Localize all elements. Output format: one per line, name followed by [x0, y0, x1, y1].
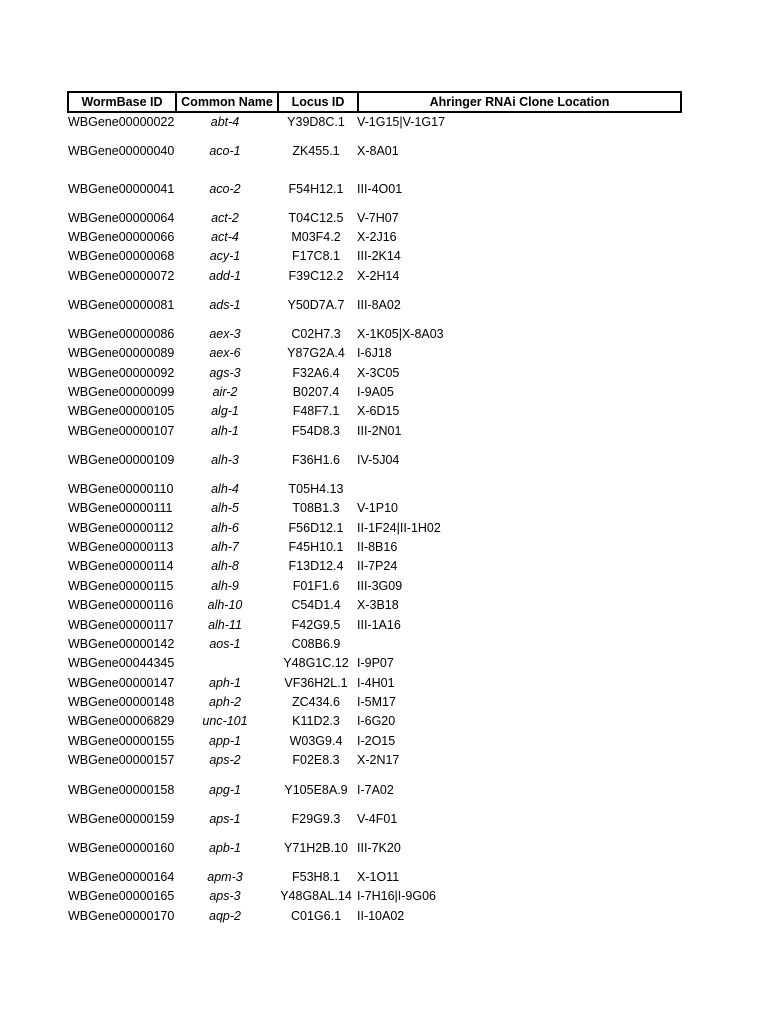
- common-name-cell: app-1: [209, 734, 241, 748]
- common-name-cell: aco-2: [209, 182, 241, 196]
- wormbase-id-cell: WBGene00000158: [68, 783, 175, 797]
- common-name-cell: alh-6: [211, 521, 239, 535]
- table-row: [0, 577, 768, 595]
- locus-id-cell: B0207.4: [292, 385, 340, 399]
- locus-id-cell: Y50D7A.7: [287, 298, 345, 312]
- ahringer-location-cell: II-8B16: [357, 540, 398, 554]
- table-row: [0, 247, 768, 265]
- common-name-cell: ags-3: [209, 366, 241, 380]
- wormbase-id-cell: WBGene00000022: [68, 115, 175, 129]
- wormbase-id-cell: WBGene00000089: [68, 346, 175, 360]
- table-row: [0, 693, 768, 711]
- ahringer-location-cell: V-1G15|V-1G17: [357, 115, 446, 129]
- locus-id-cell: W03G9.4: [289, 734, 343, 748]
- locus-id-cell: K11D2.3: [292, 714, 340, 728]
- wormbase-id-cell: WBGene00000099: [68, 385, 175, 399]
- ahringer-location-cell: II-1F24|II-1H02: [357, 521, 441, 535]
- ahringer-location-cell: X-3C05: [357, 366, 400, 380]
- table-row: [0, 596, 768, 614]
- wormbase-id-cell: WBGene00000116: [68, 598, 174, 612]
- common-name-cell: alh-8: [211, 559, 239, 573]
- common-name-cell: alh-1: [211, 424, 239, 438]
- common-name-cell: add-1: [209, 269, 241, 283]
- common-name-cell: aph-2: [209, 695, 241, 709]
- locus-id-cell: Y39D8C.1: [287, 115, 345, 129]
- locus-id-cell: C01G6.1: [290, 909, 342, 923]
- ahringer-location-cell: III-2K14: [357, 249, 401, 263]
- wormbase-id-cell: WBGene00000111: [68, 501, 173, 515]
- locus-id-cell: F29G9.3: [291, 812, 341, 826]
- header-ahringer-location: Ahringer RNAi Clone Location: [357, 93, 680, 111]
- locus-id-cell: F42G9.5: [291, 618, 341, 632]
- table-row: [0, 519, 768, 537]
- table-row: [0, 732, 768, 750]
- common-name-cell: apm-3: [207, 870, 243, 884]
- locus-id-cell: Y105E8A.9: [284, 783, 348, 797]
- wormbase-id-cell: WBGene00000086: [68, 327, 175, 341]
- common-name-cell: abt-4: [210, 115, 240, 129]
- ahringer-location-cell: I-6G20: [357, 714, 396, 728]
- table-row: [0, 810, 768, 828]
- table-row: [0, 887, 768, 905]
- common-name-cell: alh-4: [211, 482, 239, 496]
- locus-id-cell: T04C12.5: [288, 211, 344, 225]
- common-name-cell: alh-3: [211, 453, 239, 467]
- table-row: [0, 180, 768, 198]
- wormbase-id-cell: WBGene00000092: [68, 366, 175, 380]
- common-name-cell: alh-7: [211, 540, 239, 554]
- ahringer-location-cell: IV-5J04: [357, 453, 400, 467]
- wormbase-id-cell: WBGene00000041: [68, 182, 175, 196]
- locus-id-cell: ZK455.1: [292, 144, 340, 158]
- wormbase-id-cell: WBGene00000066: [68, 230, 175, 244]
- locus-id-cell: F02E8.3: [292, 753, 340, 767]
- locus-id-cell: ZC434.6: [292, 695, 340, 709]
- ahringer-location-cell: I-9A05: [357, 385, 394, 399]
- ahringer-location-cell: X-1O11: [357, 870, 400, 884]
- wormbase-id-cell: WBGene00000165: [68, 889, 175, 903]
- common-name-cell: aps-1: [209, 812, 241, 826]
- table-row: [0, 267, 768, 285]
- wormbase-id-cell: WBGene00000148: [68, 695, 175, 709]
- locus-id-cell: C02H7.3: [291, 327, 341, 341]
- table-row: [0, 142, 768, 160]
- wormbase-id-cell: WBGene00000147: [68, 676, 175, 690]
- locus-id-cell: F32A6.4: [292, 366, 340, 380]
- wormbase-id-cell: WBGene00000114: [68, 559, 174, 573]
- table-row: [0, 712, 768, 730]
- locus-id-cell: Y71H2B.10: [284, 841, 348, 855]
- wormbase-id-cell: WBGene00000107: [68, 424, 175, 438]
- locus-id-cell: F13D12.4: [288, 559, 344, 573]
- locus-id-cell: Y48G8AL.14: [280, 889, 352, 903]
- locus-id-cell: F48F7.1: [292, 404, 340, 418]
- table-row: [0, 422, 768, 440]
- ahringer-location-cell: II-10A02: [357, 909, 405, 923]
- ahringer-location-cell: III-7K20: [357, 841, 401, 855]
- ahringer-location-cell: I-2O15: [357, 734, 396, 748]
- locus-id-cell: Y87G2A.4: [287, 346, 345, 360]
- table-row: [0, 383, 768, 401]
- wormbase-id-cell: WBGene00000105: [68, 404, 175, 418]
- locus-id-cell: F54H12.1: [288, 182, 344, 196]
- table-row: [0, 616, 768, 634]
- table-row: [0, 451, 768, 469]
- header-wormbase-id: WormBase ID: [81, 95, 163, 109]
- ahringer-location-cell: I-5M17: [357, 695, 396, 709]
- wormbase-id-cell: WBGene00000117: [68, 618, 174, 632]
- common-name-cell: aps-3: [209, 889, 241, 903]
- locus-id-cell: F01F1.6: [292, 579, 340, 593]
- common-name-cell: aco-1: [209, 144, 241, 158]
- common-name-cell: apg-1: [209, 783, 241, 797]
- table-row: [0, 839, 768, 857]
- wormbase-id-cell: WBGene00000170: [68, 909, 175, 923]
- common-name-cell: ads-1: [209, 298, 241, 312]
- ahringer-location-cell: V-1P10: [357, 501, 399, 515]
- ahringer-location-cell: I-7H16|I-9G06: [357, 889, 436, 903]
- table-row: [0, 674, 768, 692]
- table-row: [0, 654, 768, 672]
- wormbase-id-cell: WBGene00000155: [68, 734, 175, 748]
- ahringer-location-cell: X-1K05|X-8A03: [357, 327, 444, 341]
- table-row: [0, 209, 768, 227]
- common-name-cell: act-2: [211, 211, 239, 225]
- common-name-cell: apb-1: [209, 841, 241, 855]
- locus-id-cell: F54D8.3: [292, 424, 340, 438]
- ahringer-location-cell: X-8A01: [357, 144, 399, 158]
- table-row: [0, 557, 768, 575]
- table-row: [0, 635, 768, 653]
- table-row: [0, 868, 768, 886]
- wormbase-id-cell: WBGene00006829: [68, 714, 175, 728]
- ahringer-location-cell: I-4H01: [357, 676, 395, 690]
- ahringer-location-cell: I-9P07: [357, 656, 394, 670]
- ahringer-location-cell: I-6J18: [357, 346, 392, 360]
- common-name-cell: alh-11: [208, 618, 242, 632]
- ahringer-location-cell: III-1A16: [357, 618, 401, 632]
- common-name-cell: alh-10: [207, 598, 243, 612]
- locus-id-cell: F45H10.1: [288, 540, 344, 554]
- locus-id-cell: F17C8.1: [292, 249, 340, 263]
- locus-id-cell: T05H4.13: [288, 482, 344, 496]
- table-row: [0, 228, 768, 246]
- wormbase-id-cell: WBGene00000112: [68, 521, 174, 535]
- wormbase-id-cell: WBGene00000081: [68, 298, 175, 312]
- wormbase-id-cell: WBGene00000109: [68, 453, 175, 467]
- wormbase-id-cell: WBGene00000160: [68, 841, 175, 855]
- locus-id-cell: C08B6.9: [291, 637, 341, 651]
- common-name-cell: aps-2: [209, 753, 241, 767]
- common-name-cell: aos-1: [209, 637, 241, 651]
- wormbase-id-cell: WBGene00000110: [68, 482, 174, 496]
- table-row: [0, 751, 768, 769]
- header-locus-id: Locus ID: [277, 93, 357, 111]
- ahringer-location-cell: V-4F01: [357, 812, 398, 826]
- table-row: [0, 296, 768, 314]
- wormbase-id-cell: WBGene00000072: [68, 269, 175, 283]
- ahringer-location-cell: X-2J16: [357, 230, 397, 244]
- ahringer-location-cell: I-7A02: [357, 783, 394, 797]
- table-row: [0, 480, 768, 498]
- ahringer-location-cell: III-8A02: [357, 298, 401, 312]
- wormbase-id-cell: WBGene00000115: [68, 579, 174, 593]
- common-name-cell: alh-5: [211, 501, 239, 515]
- table-row: [0, 907, 768, 925]
- table-row: [0, 364, 768, 382]
- wormbase-id-cell: WBGene00000068: [68, 249, 175, 263]
- locus-id-cell: M03F4.2: [291, 230, 341, 244]
- ahringer-location-cell: V-7H07: [357, 211, 399, 225]
- locus-id-cell: VF36H2L.1: [284, 676, 348, 690]
- common-name-cell: aqp-2: [209, 909, 241, 923]
- wormbase-id-cell: WBGene00000064: [68, 211, 175, 225]
- common-name-cell: aex-6: [209, 346, 241, 360]
- wormbase-id-cell: WBGene00000040: [68, 144, 175, 158]
- wormbase-id-cell: WBGene00000159: [68, 812, 175, 826]
- table-row: [0, 113, 768, 131]
- ahringer-location-cell: III-4O01: [357, 182, 403, 196]
- common-name-cell: act-4: [211, 230, 239, 244]
- common-name-cell: aph-1: [209, 676, 241, 690]
- wormbase-id-cell: WBGene00000164: [68, 870, 175, 884]
- locus-id-cell: F53H8.1: [292, 870, 340, 884]
- wormbase-id-cell: WBGene00000142: [68, 637, 175, 651]
- locus-id-cell: F36H1.6: [292, 453, 340, 467]
- locus-id-cell: T08B1.3: [292, 501, 340, 515]
- ahringer-location-cell: X-2H14: [357, 269, 400, 283]
- locus-id-cell: F56D12.1: [288, 521, 344, 535]
- ahringer-location-cell: X-2N17: [357, 753, 400, 767]
- table-row: [0, 402, 768, 420]
- table-row: [0, 538, 768, 556]
- wormbase-id-cell: WBGene00000113: [68, 540, 174, 554]
- common-name-cell: alh-9: [211, 579, 239, 593]
- wormbase-id-cell: WBGene00044345: [68, 656, 175, 670]
- common-name-cell: alg-1: [211, 404, 239, 418]
- table-row: [0, 781, 768, 799]
- common-name-cell: air-2: [212, 385, 238, 399]
- locus-id-cell: C54D1.4: [291, 598, 341, 612]
- common-name-cell: aex-3: [209, 327, 241, 341]
- wormbase-id-cell: WBGene00000157: [68, 753, 175, 767]
- ahringer-location-cell: III-3G09: [357, 579, 403, 593]
- header-common-name: Common Name: [175, 93, 277, 111]
- table-row: [0, 325, 768, 343]
- locus-id-cell: F39C12.2: [288, 269, 344, 283]
- ahringer-location-cell: X-6D15: [357, 404, 400, 418]
- common-name-cell: acy-1: [209, 249, 241, 263]
- ahringer-location-cell: II-7P24: [357, 559, 398, 573]
- table-row: [0, 344, 768, 362]
- table-row: [0, 499, 768, 517]
- locus-id-cell: Y48G1C.12: [283, 656, 349, 670]
- common-name-cell: unc-101: [202, 714, 248, 728]
- ahringer-location-cell: III-2N01: [357, 424, 402, 438]
- ahringer-location-cell: X-3B18: [357, 598, 399, 612]
